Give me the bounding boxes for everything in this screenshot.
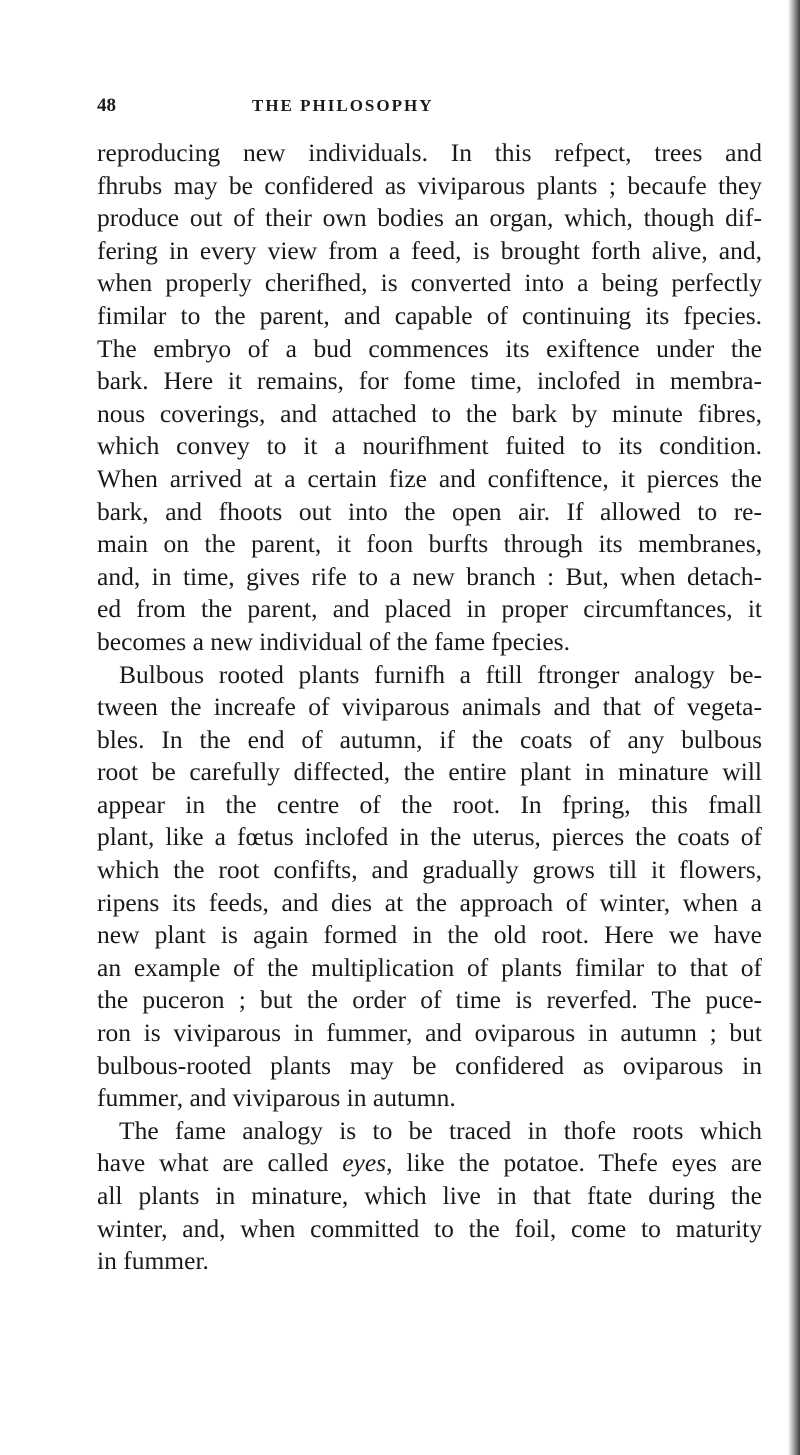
- text-line: bles. In the end of autumn, if the coats of any bulbous: [97, 724, 762, 754]
- text-line: becomes a new individual of the fame fpecies.: [97, 626, 570, 656]
- text-line: reproducing new individuals. In this refpect, trees and: [97, 138, 762, 167]
- text-line: [97, 1147, 762, 1180]
- text-line: fering in every view from a feed, is brought forth alive, and,: [97, 235, 762, 265]
- text-line: fhrubs may be confidered as viviparous plants ; becaufe they: [97, 170, 762, 200]
- text-line: plant, like a fœtus inclofed in the uterus, pierces the coats of: [97, 822, 762, 852]
- text-line: in fummer.: [97, 1246, 209, 1276]
- text-line: which convey to it a nourifhment fuited to its condition.: [97, 431, 762, 461]
- text-fragment: , like the potatoe. Thefe eyes are: [386, 1148, 762, 1178]
- text-line: Bulbous rooted plants furnifh a ftill ftronger analogy be-: [119, 659, 762, 689]
- text-line: and, in time, gives rife to a new branch : But, when detach-: [97, 561, 762, 591]
- text-fragment: have what are called: [97, 1148, 329, 1178]
- text-line: which the root confifts, and gradually grows till it flowers,: [97, 855, 762, 885]
- text-line: tween the increafe of viviparous animals and that of vegeta-: [97, 692, 762, 722]
- text-line: bulbous-rooted plants may be confidered as oviparous in: [97, 1050, 762, 1080]
- italic-term: eyes: [342, 1148, 387, 1178]
- text-line: nous coverings, and attached to the bark by minute fibres,: [97, 398, 762, 428]
- text-line: all plants in minature, which live in that ftate during the: [97, 1181, 762, 1210]
- text-line: fimilar to the parent, and capable of continuing its fpecies.: [97, 300, 762, 330]
- running-head: THE PHILOSOPHY: [252, 96, 434, 115]
- page-header: [97, 95, 707, 123]
- text-line: new plant is again formed in the old root. Here we have: [97, 920, 762, 950]
- text-line: ripens its feeds, and dies at the approach of winter, when a: [97, 887, 762, 917]
- page-number: 48: [97, 95, 116, 116]
- text-line: appear in the centre of the root. In fpring, this fmall: [97, 789, 762, 819]
- text-line: ron is viviparous in fummer, and oviparous in autumn ; but: [97, 1018, 762, 1048]
- text-line: when properly cherifhed, is converted into a being perfectly: [97, 268, 762, 298]
- text-line: fummer, and viviparous in autumn.: [97, 1083, 456, 1113]
- text-line: root be carefully diffected, the entire plant in minature will: [97, 757, 762, 787]
- text-line: produce out of their own bodies an organ, which, though dif-: [97, 203, 762, 233]
- text-line: bark. Here it remains, for fome time, inclofed in membra-: [97, 366, 762, 396]
- text-line: the puceron ; but the order of time is reverfed. The puce-: [97, 985, 762, 1015]
- text-line: main on the parent, it foon burfts through its membranes,: [97, 529, 762, 559]
- text-line: winter, and, when committed to the foil, come to maturity: [97, 1213, 762, 1243]
- page-edge-shadow: [788, 0, 800, 1455]
- text-line: The embryo of a bud commences its exiftence under the: [97, 333, 762, 363]
- text-line: bark, and fhoots out into the open air. If allowed to re-: [97, 496, 762, 526]
- body-text: [97, 137, 762, 1278]
- text-line: The fame analogy is to be traced in thofe roots which: [119, 1115, 762, 1145]
- text-line: When arrived at a certain fize and confiftence, it pierces the: [97, 463, 762, 493]
- text-line: an example of the multiplication of plants fimilar to that of: [97, 952, 762, 982]
- text-line: ed from the parent, and placed in proper circumftances, it: [97, 594, 762, 624]
